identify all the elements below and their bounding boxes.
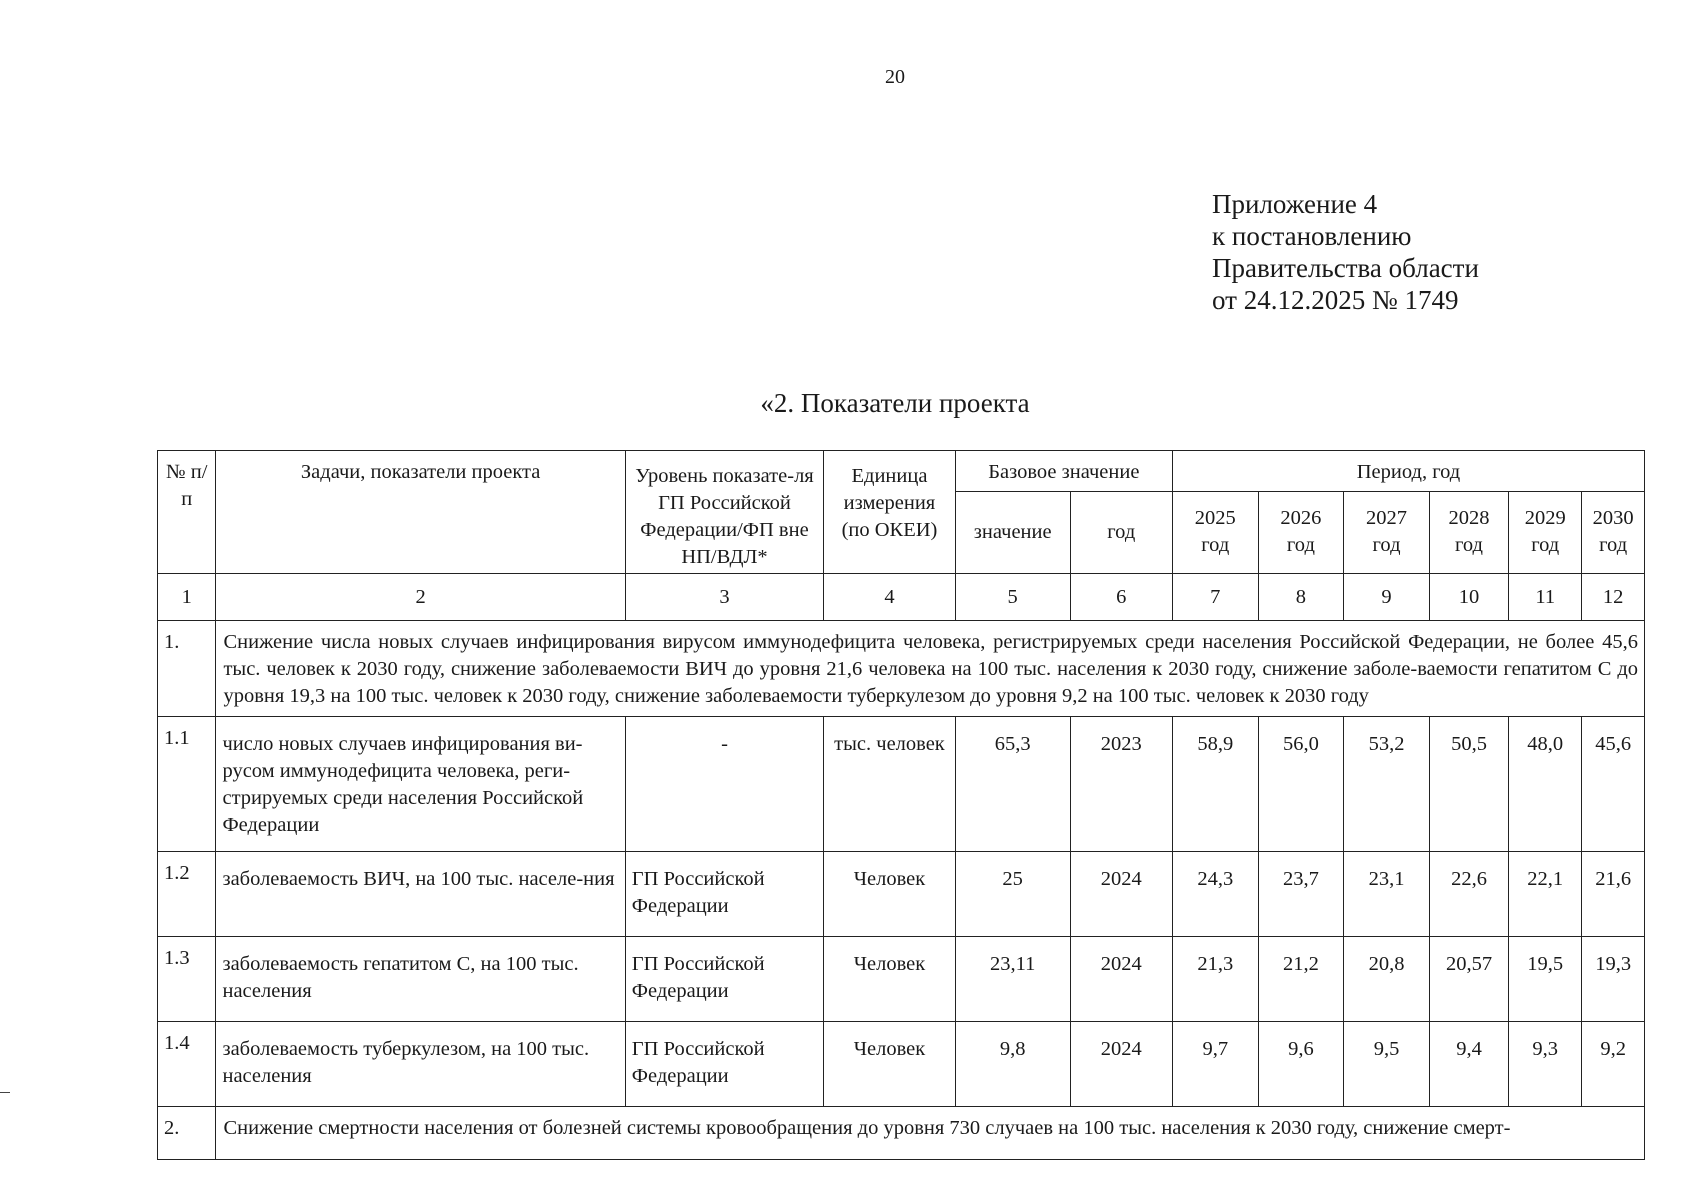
indicator-unit: Человек — [824, 1022, 956, 1107]
table-row — [158, 717, 1645, 852]
value-2029: 19,5 — [1509, 937, 1582, 1022]
indicator-level: ГП Российской Федерации — [625, 937, 823, 1022]
base-year: 2024 — [1070, 1022, 1172, 1107]
task-num: 2. — [158, 1107, 216, 1160]
indicator-level: ГП Российской Федерации — [625, 1022, 823, 1107]
base-value: 23,11 — [955, 937, 1070, 1022]
value-2025: 21,3 — [1172, 937, 1258, 1022]
header-num: № п/п — [158, 451, 216, 574]
value-2029: 48,0 — [1509, 717, 1582, 852]
header-year-2027: 2027 год — [1344, 491, 1430, 573]
value-2030: 19,3 — [1582, 937, 1645, 1022]
column-number: 7 — [1172, 574, 1258, 621]
column-number: 11 — [1509, 574, 1582, 621]
base-year: 2023 — [1070, 717, 1172, 852]
base-year: 2024 — [1070, 852, 1172, 937]
value-2025: 9,7 — [1172, 1022, 1258, 1107]
table-row — [158, 852, 1645, 937]
value-2025: 24,3 — [1172, 852, 1258, 937]
header-year-2028: 2028 год — [1429, 491, 1508, 573]
indicator-name: число новых случаев инфицирования ви-русом иммунодефицита человека, реги-стрируемых среди населения Российской Федерации — [216, 717, 625, 852]
column-number: 6 — [1070, 574, 1172, 621]
value-2026: 56,0 — [1258, 717, 1344, 852]
indicator-level: - — [625, 717, 823, 852]
table-row — [158, 937, 1645, 1022]
header-year-2025: 2025 год — [1172, 491, 1258, 573]
header-base: Базовое значение — [955, 451, 1172, 492]
header-period: Период, год — [1172, 451, 1644, 492]
value-2027: 23,1 — [1344, 852, 1430, 937]
appendix-line-4: от 24.12.2025 № 1749 — [1212, 285, 1459, 315]
header-unit: Единица измерения (по ОКЕИ) — [824, 451, 956, 574]
value-2028: 20,57 — [1429, 937, 1508, 1022]
base-year: 2024 — [1070, 937, 1172, 1022]
column-number: 5 — [955, 574, 1070, 621]
column-number: 1 — [158, 574, 216, 621]
column-number: 12 — [1582, 574, 1645, 621]
appendix-line-2: к постановлению — [1212, 221, 1412, 251]
column-number: 8 — [1258, 574, 1344, 621]
base-value: 25 — [955, 852, 1070, 937]
indicator-level: ГП Российской Федерации — [625, 852, 823, 937]
task-text: Снижение смертности населения от болезней системы кровообращения до уровня 730 случаев на 100 тыс. населения к 2030 году, снижение смерт- — [216, 1107, 1645, 1160]
base-value: 65,3 — [955, 717, 1070, 852]
indicators-table — [157, 450, 1645, 1160]
column-number: 2 — [216, 574, 625, 621]
value-2025: 58,9 — [1172, 717, 1258, 852]
table-row — [158, 1022, 1645, 1107]
base-value: 9,8 — [955, 1022, 1070, 1107]
column-number: 9 — [1344, 574, 1430, 621]
value-2027: 53,2 — [1344, 717, 1430, 852]
column-number: 10 — [1429, 574, 1508, 621]
row-num: 1.4 — [158, 1022, 216, 1107]
task-text: Снижение числа новых случаев инфицирования вирусом иммунодефицита человека, регистрируемых среди населения Российской Федерации, не более 45,6 тыс. человек к 2030 году, снижение заболеваемости ВИЧ до уровня 21,6 человека на 100 тыс. населения к 2030 году, снижение заболе-ваемости гепатитом С до уровня 19,3 на 100 тыс. человек к 2030 году, снижение заболеваемости туберкулезом до уровня 9,2 на 100 тыс. человек к 2030 году — [216, 621, 1645, 717]
value-2030: 9,2 — [1582, 1022, 1645, 1107]
header-tasks: Задачи, показатели проекта — [216, 451, 625, 574]
section-title: «2. Показатели проекта — [760, 388, 1030, 418]
value-2030: 21,6 — [1582, 852, 1645, 937]
header-level: Уровень показате-ля ГП Российской Федерации/ФП вне НП/ВДЛ* — [625, 451, 823, 574]
indicator-unit: Человек — [824, 852, 956, 937]
value-2029: 9,3 — [1509, 1022, 1582, 1107]
header-year-2029: 2029 год — [1509, 491, 1582, 573]
appendix-line-3: Правительства области — [1212, 253, 1479, 283]
appendix-line-1: Приложение 4 — [1212, 189, 1378, 219]
column-numbers-row — [158, 574, 1645, 621]
row-num: 1.3 — [158, 937, 216, 1022]
value-2026: 9,6 — [1258, 1022, 1344, 1107]
page-number: 20 — [885, 66, 905, 88]
value-2030: 45,6 — [1582, 717, 1645, 852]
task-row-2 — [158, 1107, 1645, 1160]
column-number: 3 — [625, 574, 823, 621]
header-year-2030: 2030 год — [1582, 491, 1645, 573]
value-2029: 22,1 — [1509, 852, 1582, 937]
header-year-2026: 2026 год — [1258, 491, 1344, 573]
indicator-unit: тыс. человек — [824, 717, 956, 852]
value-2026: 23,7 — [1258, 852, 1344, 937]
appendix-reference — [1212, 188, 1479, 316]
value-2027: 9,5 — [1344, 1022, 1430, 1107]
indicator-name: заболеваемость ВИЧ, на 100 тыс. населе-ния — [216, 852, 625, 937]
value-2028: 22,6 — [1429, 852, 1508, 937]
value-2028: 50,5 — [1429, 717, 1508, 852]
value-2027: 20,8 — [1344, 937, 1430, 1022]
row-num: 1.1 — [158, 717, 216, 852]
value-2026: 21,2 — [1258, 937, 1344, 1022]
header-base-value: значение — [955, 491, 1070, 573]
task-num: 1. — [158, 621, 216, 717]
row-num: 1.2 — [158, 852, 216, 937]
task-row-1 — [158, 621, 1645, 717]
indicator-unit: Человек — [824, 937, 956, 1022]
indicator-name: заболеваемость туберкулезом, на 100 тыс. населения — [216, 1022, 625, 1107]
value-2028: 9,4 — [1429, 1022, 1508, 1107]
column-number: 4 — [824, 574, 956, 621]
indicator-name: заболеваемость гепатитом С, на 100 тыс. населения — [216, 937, 625, 1022]
header-base-year: год — [1070, 491, 1172, 573]
margin-mark — [0, 1092, 10, 1093]
